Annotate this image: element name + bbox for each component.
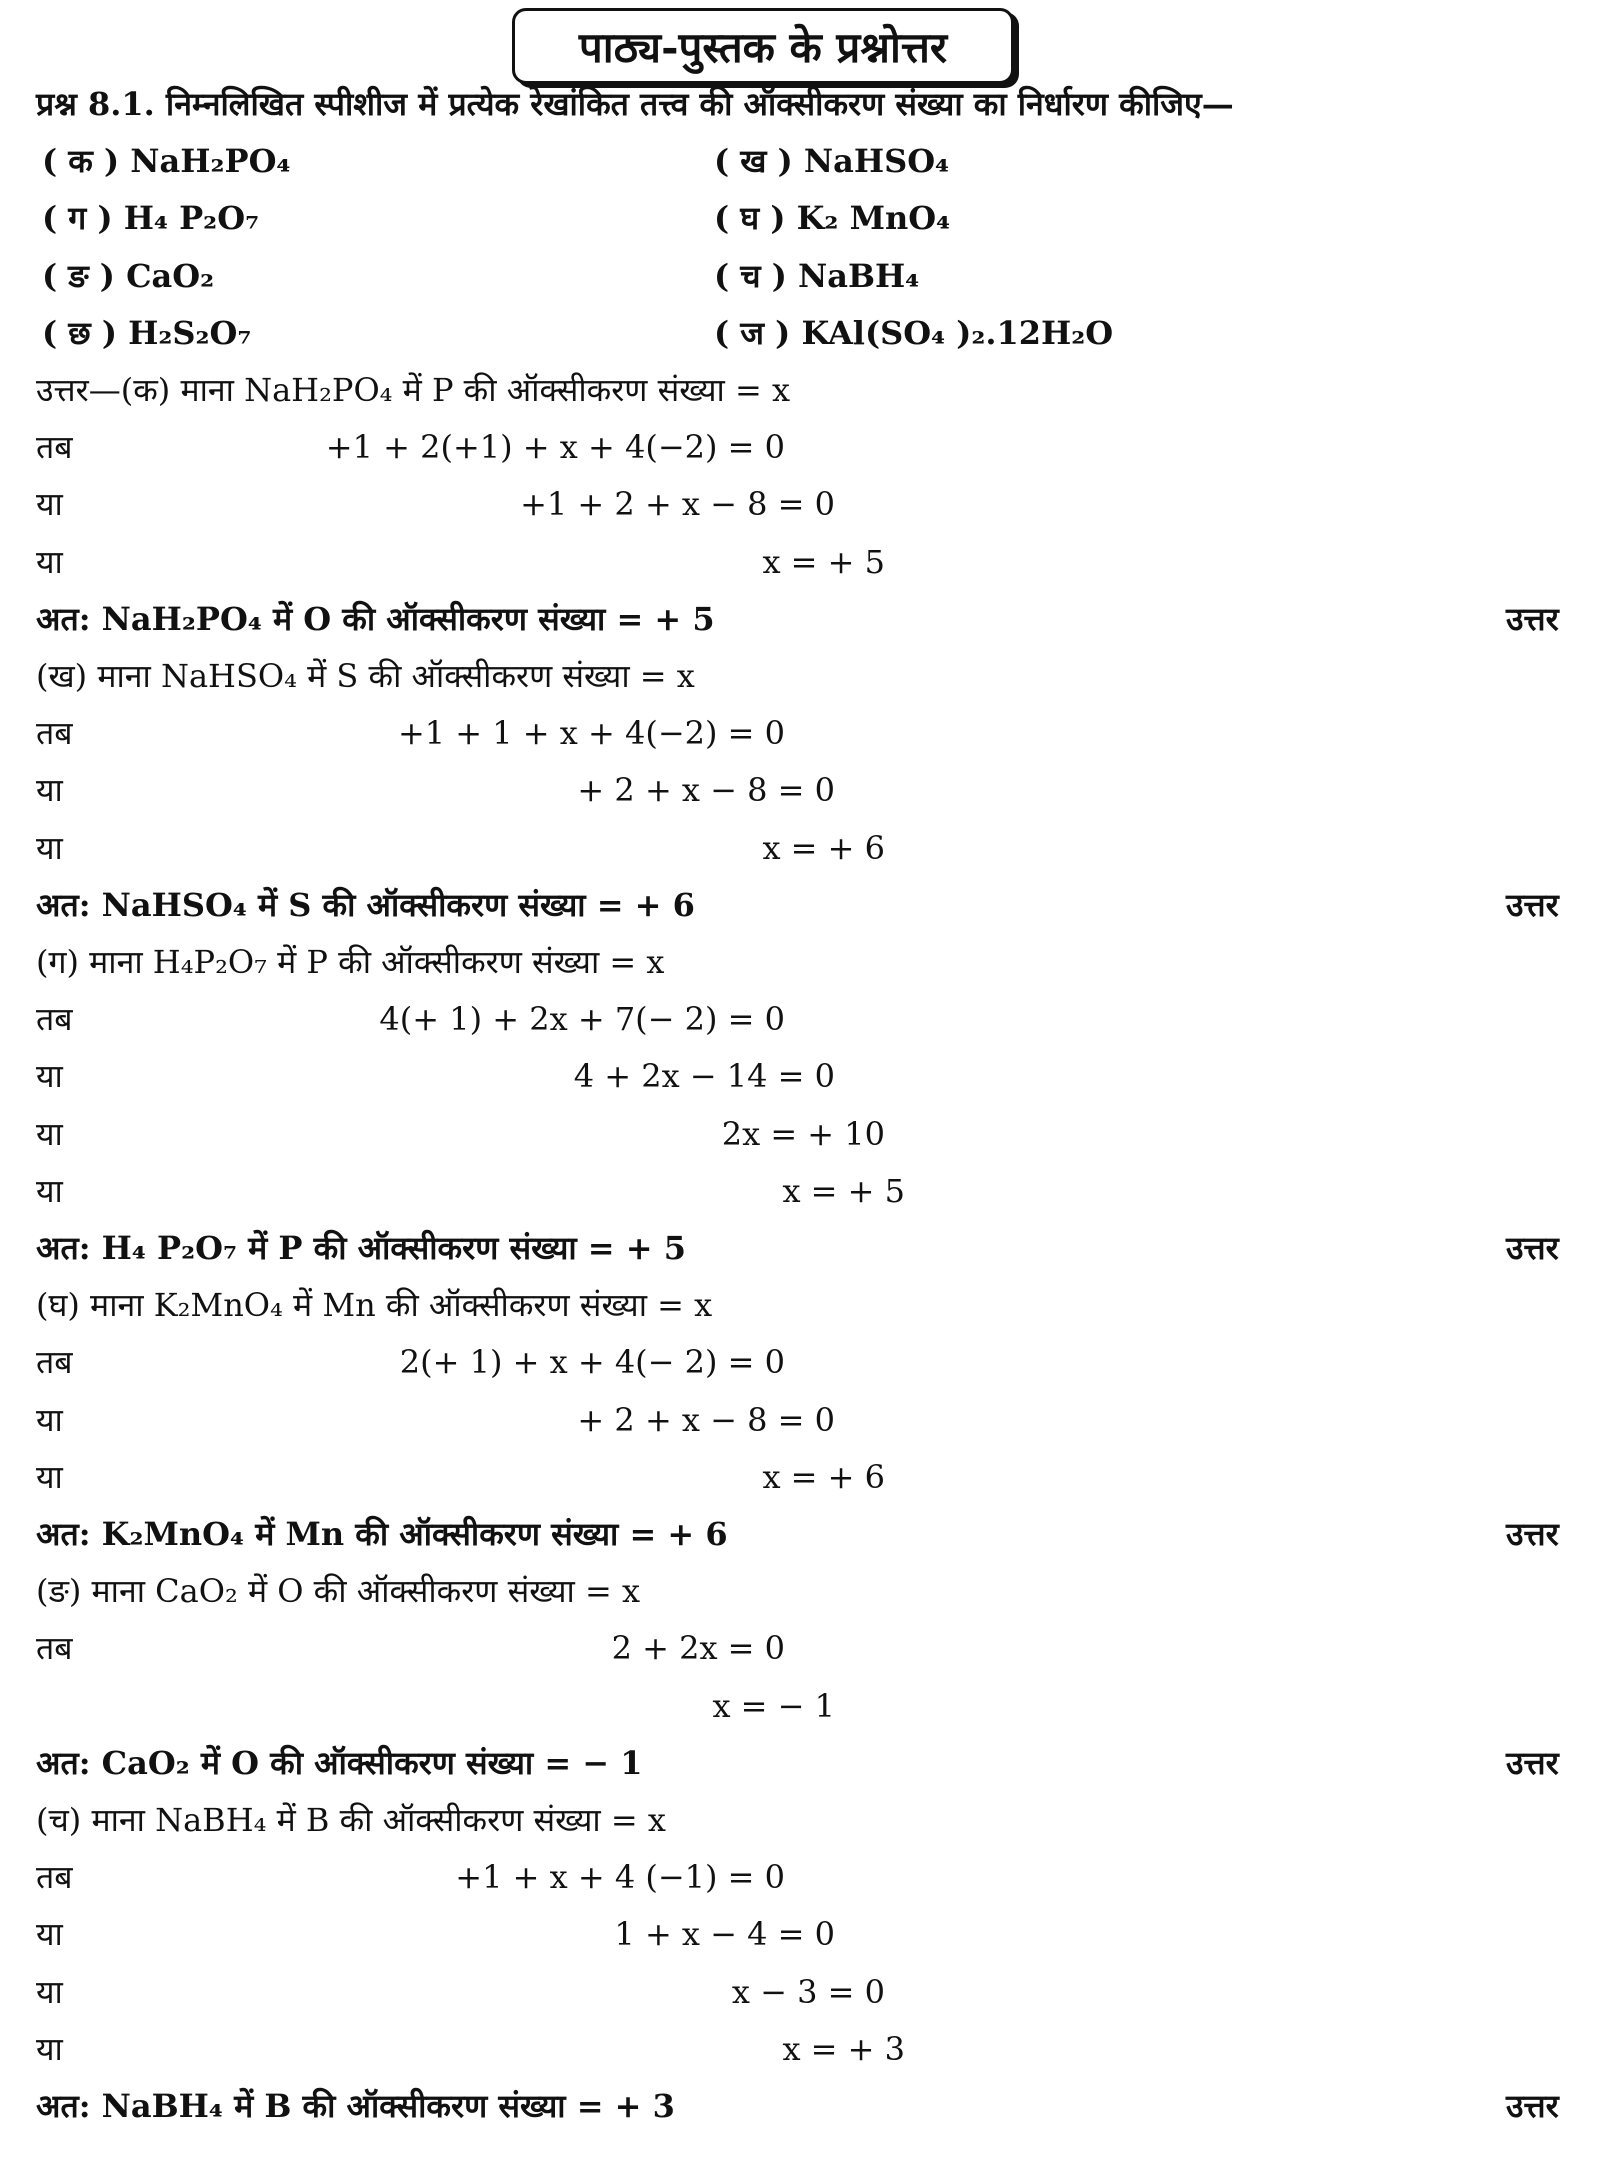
step-label: तब — [36, 714, 73, 753]
step-equation: 4 + 2x − 14 = 0 — [573, 1057, 835, 1096]
option-row — [36, 248, 1576, 304]
option-row — [36, 133, 1576, 189]
step-equation: +1 + 1 + x + 4(−2) = 0 — [397, 714, 785, 753]
step-label: तब — [36, 428, 73, 467]
equation-step — [36, 1334, 1576, 1390]
step-equation: x = + 3 — [782, 2029, 905, 2068]
question-text: प्रश्न 8.1. निम्नलिखित स्पीशीज में प्रत्येक रेखांकित तत्त्व की ऑक्सीकरण संख्या का निर्धारण कीजिए— — [36, 85, 1234, 123]
equation-step — [36, 1163, 1576, 1219]
conclusion-text: अत: NaH₂PO₄ में O की ऑक्सीकरण संख्या = + 5 — [36, 599, 715, 638]
solution-intro-text: उत्तर—(क) माना NaH₂PO₄ में P की ऑक्सीकरण संख्या = x — [36, 371, 791, 409]
answer-tag: उत्तर — [1506, 2087, 1559, 2125]
solution-intro — [36, 1277, 1576, 1333]
equation-step — [36, 2021, 1576, 2077]
step-equation: 2 + 2x = 0 — [611, 1629, 785, 1668]
conclusion-text: अत: CaO₂ में O की ऑक्सीकरण संख्या = − 1 — [36, 1743, 643, 1782]
option-item: ( ङ ) CaO₂ — [42, 256, 215, 295]
option-item: ( घ ) K₂ MnO₄ — [714, 199, 951, 238]
equation-step — [36, 1106, 1576, 1162]
step-label: या — [36, 485, 63, 524]
equation-step — [36, 1906, 1576, 1962]
equation-step — [36, 534, 1576, 590]
option-item: ( छ ) H₂S₂O₇ — [42, 313, 252, 352]
step-equation: 2x = + 10 — [721, 1114, 885, 1153]
solution-intro-text: (च) माना NaBH₄ में B की ऑक्सीकरण संख्या = x — [36, 1801, 666, 1839]
step-label: या — [36, 1915, 63, 1954]
step-equation: 4(+ 1) + 2x + 7(− 2) = 0 — [379, 1000, 785, 1039]
step-label: या — [36, 1972, 63, 2011]
step-equation: +1 + 2 + x − 8 = 0 — [520, 485, 835, 524]
section-title: पाठ्य-पुस्तक के प्रश्नोत्तर — [512, 8, 1014, 84]
equation-step — [36, 1678, 1576, 1734]
equation-step — [36, 1048, 1576, 1104]
equation-step — [36, 1449, 1576, 1505]
step-label: या — [36, 542, 63, 581]
equation-step — [36, 820, 1576, 876]
option-row — [36, 190, 1576, 246]
answer-tag: उत्तर — [1506, 1229, 1559, 1267]
equation-step — [36, 419, 1576, 475]
solution-intro-text: (ख) माना NaHSO₄ में S की ऑक्सीकरण संख्या = x — [36, 657, 695, 695]
step-label: या — [36, 1457, 63, 1496]
equation-step — [36, 1620, 1576, 1676]
step-equation: +1 + x + 4 (−1) = 0 — [455, 1858, 785, 1897]
step-equation: x = + 5 — [782, 1171, 905, 1210]
solution-intro — [36, 934, 1576, 990]
step-equation: x = + 5 — [762, 542, 885, 581]
step-equation: +1 + 2(+1) + x + 4(−2) = 0 — [325, 428, 785, 467]
equation-step — [36, 1964, 1576, 2020]
answer-tag: उत्तर — [1506, 1515, 1559, 1553]
solution-conclusion — [36, 1220, 1576, 1276]
step-label: या — [36, 1171, 63, 1210]
step-equation: x = − 1 — [712, 1686, 835, 1725]
step-label: या — [36, 1400, 63, 1439]
conclusion-text: अत: H₄ P₂O₇ में P की ऑक्सीकरण संख्या = + 5 — [36, 1229, 686, 1267]
solution-intro — [36, 1792, 1576, 1848]
solution-intro — [36, 648, 1576, 704]
equation-step — [36, 991, 1576, 1047]
option-item: ( क ) NaH₂PO₄ — [42, 142, 291, 181]
question-line — [36, 76, 1576, 132]
option-item: ( च ) NaBH₄ — [714, 256, 920, 295]
step-equation: + 2 + x − 8 = 0 — [577, 1400, 835, 1439]
step-equation: x − 3 = 0 — [731, 1972, 885, 2011]
option-item: ( ग ) H₄ P₂O₇ — [42, 199, 260, 238]
step-label: तब — [36, 1629, 73, 1668]
answer-tag: उत्तर — [1506, 599, 1559, 638]
step-label: या — [36, 1114, 63, 1153]
solution-conclusion — [36, 1506, 1576, 1562]
solution-conclusion — [36, 877, 1576, 933]
option-row — [36, 305, 1576, 361]
step-equation: 2(+ 1) + x + 4(− 2) = 0 — [399, 1343, 785, 1382]
step-label: तब — [36, 1858, 73, 1897]
step-label: तब — [36, 1000, 73, 1039]
conclusion-text: अत: NaHSO₄ में S की ऑक्सीकरण संख्या = + 6 — [36, 885, 695, 924]
step-label: या — [36, 2029, 63, 2068]
step-equation: x = + 6 — [762, 828, 885, 867]
solution-intro — [36, 362, 1576, 418]
step-equation: + 2 + x − 8 = 0 — [577, 771, 835, 810]
conclusion-text: अत: NaBH₄ में B की ऑक्सीकरण संख्या = + 3 — [36, 2087, 675, 2125]
equation-step — [36, 476, 1576, 532]
step-label: तब — [36, 1343, 73, 1382]
option-item: ( ख ) NaHSO₄ — [714, 142, 950, 181]
solution-intro — [36, 1563, 1576, 1619]
equation-step — [36, 1392, 1576, 1448]
equation-step — [36, 762, 1576, 818]
solution-conclusion — [36, 591, 1576, 647]
solution-conclusion — [36, 1735, 1576, 1791]
answer-tag: उत्तर — [1506, 1743, 1559, 1782]
answer-tag: उत्तर — [1506, 885, 1559, 924]
solution-intro-text: (ग) माना H₄P₂O₇ में P की ऑक्सीकरण संख्या = x — [36, 943, 665, 981]
equation-step — [36, 1849, 1576, 1905]
step-label: या — [36, 828, 63, 867]
equation-step — [36, 705, 1576, 761]
option-item: ( ज ) KAl(SO₄ )₂.12H₂O — [714, 313, 1114, 352]
step-label: या — [36, 771, 63, 810]
solution-conclusion — [36, 2078, 1576, 2134]
step-equation: x = + 6 — [762, 1457, 885, 1496]
solution-intro-text: (ङ) माना CaO₂ में O की ऑक्सीकरण संख्या = x — [36, 1572, 640, 1611]
step-label: या — [36, 1057, 63, 1096]
solution-intro-text: (घ) माना K₂MnO₄ में Mn की ऑक्सीकरण संख्या = x — [36, 1286, 713, 1325]
step-equation: 1 + x − 4 = 0 — [614, 1915, 835, 1954]
conclusion-text: अत: K₂MnO₄ में Mn की ऑक्सीकरण संख्या = + 6 — [36, 1515, 728, 1553]
